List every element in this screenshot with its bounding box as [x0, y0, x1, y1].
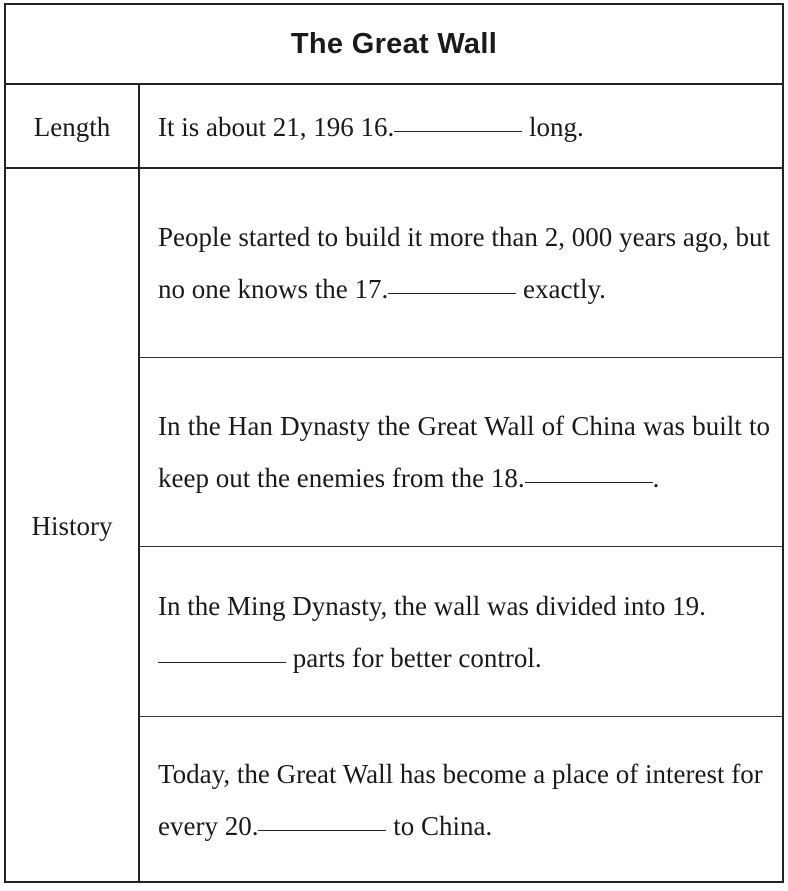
history-item-3 [140, 547, 782, 717]
worksheet-table [4, 3, 784, 883]
blank-17 [388, 292, 516, 294]
length-text-before: It is about 21, 196 16. [158, 112, 395, 142]
history-label-cell [6, 169, 140, 883]
history-item-text [158, 400, 770, 504]
history-item-2 [140, 358, 782, 546]
history-item-text [158, 748, 770, 852]
length-text-after: long. [522, 112, 584, 142]
history-item-text-before: In the Ming Dynasty, the wall was divided into 19. [158, 591, 706, 621]
length-label-cell [6, 85, 140, 169]
history-item-1 [140, 169, 782, 357]
history-label: History [31, 510, 113, 541]
table-title: The Great Wall [290, 27, 498, 60]
blank-16 [394, 130, 522, 132]
history-item-text-after: exactly. [516, 274, 606, 304]
length-content-cell [140, 85, 782, 169]
length-text [158, 101, 770, 153]
history-item-text-before: In the Han Dynasty the Great Wall of China was built to keep out the enemies from the 18. [158, 411, 770, 493]
history-item-text-after: to China. [386, 811, 493, 841]
blank-20 [258, 829, 386, 831]
history-item-4 [140, 717, 782, 883]
history-item-text-before: Today, the Great Wall has become a place of interest for every 20. [158, 759, 763, 841]
blank-19 [158, 661, 286, 663]
blank-18 [525, 481, 653, 483]
history-item-text-after: . [652, 463, 660, 493]
length-label: Length [33, 111, 111, 142]
history-item-text-after: parts for better control. [286, 643, 542, 673]
table-title-row [6, 5, 782, 85]
history-item-text [158, 211, 770, 315]
history-item-text-before: People started to build it more than 2, 000 years ago, but no one knows the 17. [158, 222, 770, 304]
history-item-text [158, 580, 770, 684]
